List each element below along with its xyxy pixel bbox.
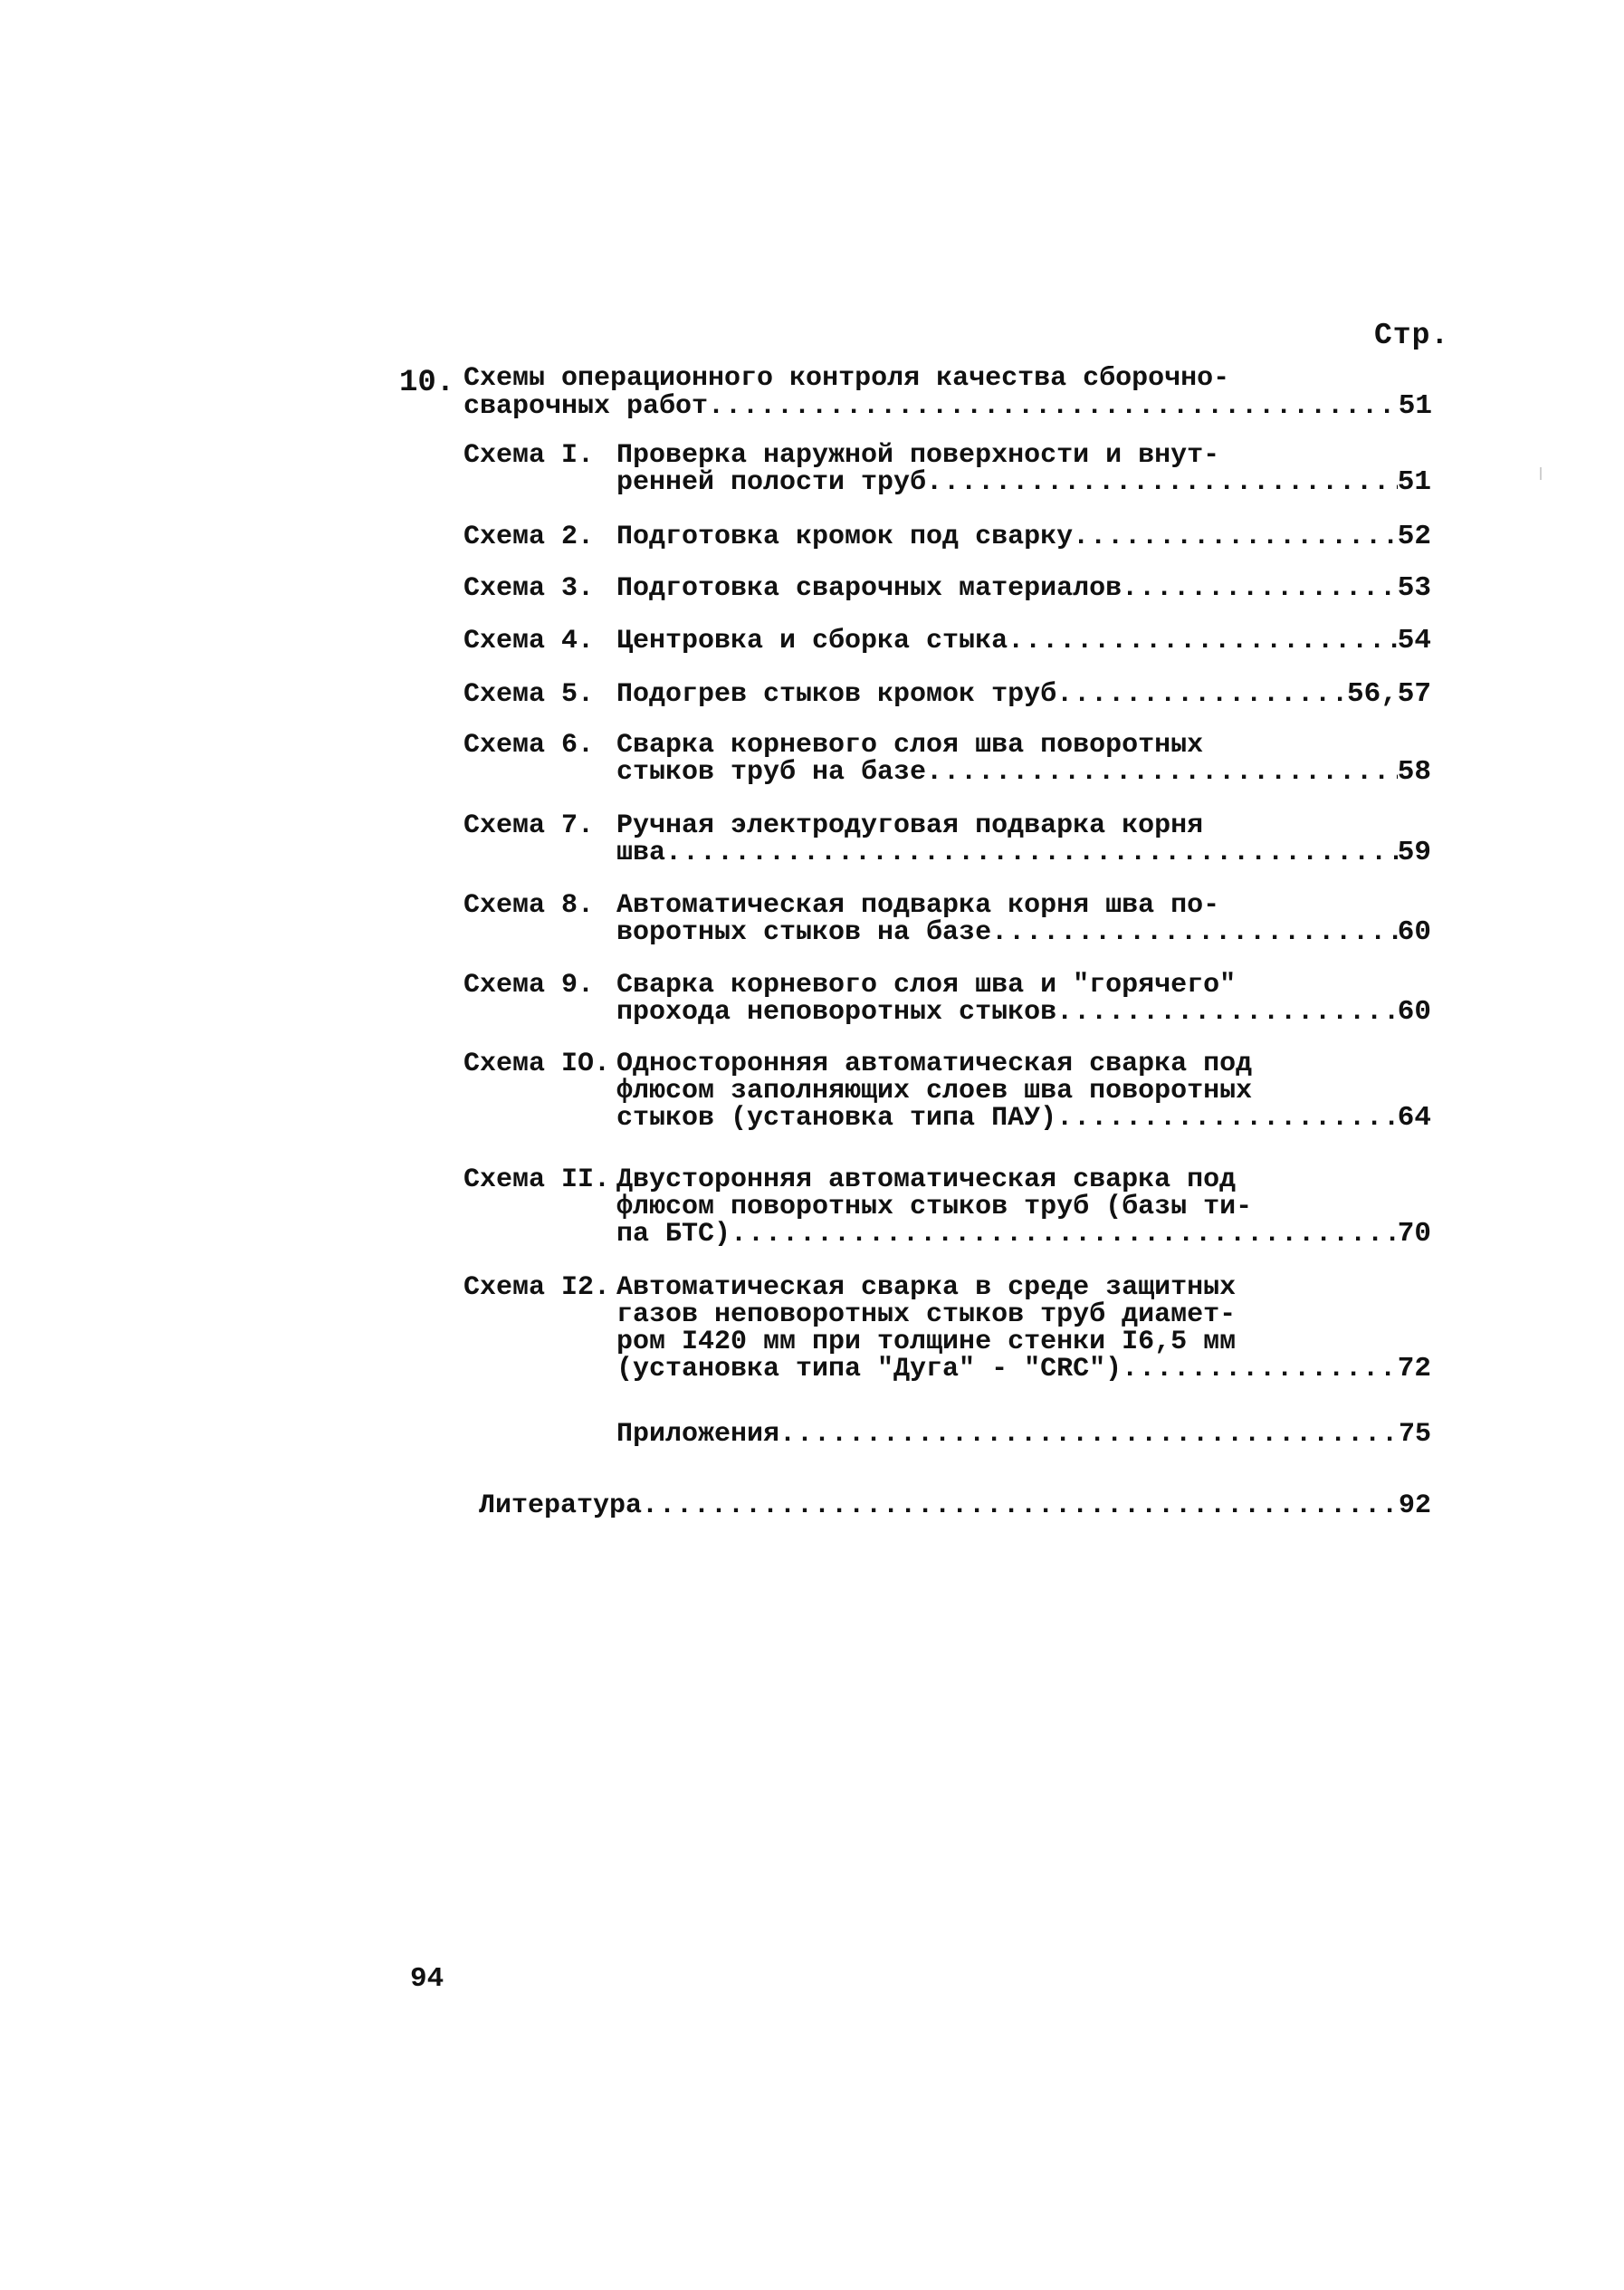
scheme-page: 60 xyxy=(1397,996,1431,1028)
dot-leader xyxy=(665,839,1398,867)
scheme-page: 51 xyxy=(1397,466,1431,498)
scheme-title-line: прохода неповоротных стыков xyxy=(616,997,1057,1028)
dot-leader xyxy=(1056,681,1347,708)
appendix-label: Приложения xyxy=(616,1419,780,1450)
scheme-title xyxy=(616,732,1431,786)
scheme-title-line: па БТС) xyxy=(616,1219,731,1250)
scheme-page: 59 xyxy=(1397,837,1431,868)
page-number: 94 xyxy=(410,1963,444,1995)
scheme-title xyxy=(616,892,1431,946)
scheme-title-line: Центровка и сборка стыка xyxy=(616,626,1008,656)
scheme-title xyxy=(616,972,1431,1026)
scheme-page: 52 xyxy=(1397,521,1431,552)
scheme-page: 64 xyxy=(1397,1102,1431,1134)
scheme-title-line: газов неповоротных стыков труб диамет- xyxy=(616,1301,1237,1328)
scheme-page: 58 xyxy=(1397,756,1431,788)
literature-page: 92 xyxy=(1398,1490,1431,1521)
dot-leader xyxy=(708,394,1399,420)
scheme-title-line: Двусторонняя автоматическая сварка под xyxy=(616,1166,1237,1193)
scheme-page: 54 xyxy=(1397,625,1431,656)
scan-mark xyxy=(1540,467,1542,480)
scheme-label: Схема IO. xyxy=(463,1049,611,1079)
dot-leader xyxy=(1008,628,1398,655)
dot-leader xyxy=(1056,999,1398,1026)
dot-leader xyxy=(779,1419,1399,1450)
scheme-title-line: Подготовка сварочных материалов xyxy=(616,573,1122,604)
scheme-label: Схема 8. xyxy=(463,890,595,921)
dot-leader xyxy=(926,469,1398,496)
scheme-title-line: Подготовка кромок под сварку xyxy=(616,522,1074,552)
dot-leader xyxy=(1122,1356,1398,1383)
dot-leader xyxy=(926,759,1398,786)
scheme-title xyxy=(616,523,1431,551)
scheme-page: 56,57 xyxy=(1346,678,1431,710)
scheme-title-line: стыков труб на базе xyxy=(616,757,927,788)
scheme-title-line: Сварка корневого слоя шва поворотных xyxy=(616,732,1204,759)
dot-leader xyxy=(991,919,1398,946)
dot-leader xyxy=(642,1490,1399,1521)
section-page: 51 xyxy=(1398,390,1432,422)
scheme-title-line: Подогрев стыков кромок труб xyxy=(616,679,1057,710)
dot-leader xyxy=(731,1221,1398,1248)
scheme-title-line: (установка типа "Дуга" - "CRC") xyxy=(616,1354,1122,1385)
scheme-label: Схема 5. xyxy=(463,679,595,710)
scheme-title-line: ренней полости труб xyxy=(616,467,927,498)
section-number: 10. xyxy=(399,366,455,400)
scheme-title xyxy=(616,1166,1431,1248)
scheme-label: Схема 9. xyxy=(463,970,595,1001)
scheme-title-line: Проверка наружной поверхности и внут- xyxy=(616,442,1220,469)
scheme-title-line: стыков (установка типа ПАУ) xyxy=(616,1103,1057,1134)
scheme-label: Схема I. xyxy=(463,440,595,471)
page-column-header: Стр. xyxy=(1374,319,1450,352)
appendix-page: 75 xyxy=(1398,1419,1431,1450)
scheme-label: Схема 7. xyxy=(463,810,595,841)
scheme-label: Схема I2. xyxy=(463,1272,611,1303)
scheme-title-line: флюсом поворотных стыков труб (базы ти- xyxy=(616,1193,1253,1221)
scheme-title xyxy=(616,1050,1431,1132)
scheme-title-line: флюсом заполняющих слоев шва поворотных xyxy=(616,1078,1253,1105)
scheme-page: 53 xyxy=(1397,572,1431,604)
scheme-label: Схема 4. xyxy=(463,626,595,656)
toc-literature xyxy=(479,1490,1431,1521)
scheme-title xyxy=(616,625,1431,656)
dot-leader xyxy=(1073,523,1398,551)
dot-leader xyxy=(1122,575,1398,602)
scheme-title-line: воротных стыков на базе xyxy=(616,917,992,948)
section-title xyxy=(463,366,1441,420)
section-title-line: сварочных работ xyxy=(463,391,709,422)
scheme-label: Схема II. xyxy=(463,1164,611,1195)
scheme-title xyxy=(616,442,1431,496)
scheme-page: 70 xyxy=(1397,1218,1431,1250)
scheme-title xyxy=(616,678,1431,710)
scheme-title-line: Автоматическая сварка в среде защитных xyxy=(616,1274,1237,1301)
scheme-title-line: шва xyxy=(616,838,666,868)
dot-leader xyxy=(1056,1105,1398,1132)
scheme-title xyxy=(616,572,1431,604)
scheme-label: Схема 6. xyxy=(463,730,595,761)
scheme-title-line: ром I420 мм при толщине стенки I6,5 мм xyxy=(616,1328,1237,1356)
scheme-title xyxy=(616,812,1431,867)
section-title-line: Схемы операционного контроля качества сборочно- xyxy=(463,366,1230,393)
scheme-page: 60 xyxy=(1397,916,1431,948)
scheme-label: Схема 2. xyxy=(463,522,595,552)
scheme-title-line: Автоматическая подварка корня шва по- xyxy=(616,892,1220,919)
literature-label: Литература xyxy=(479,1490,643,1521)
scheme-page: 72 xyxy=(1397,1353,1431,1385)
toc-appendix xyxy=(616,1419,1431,1450)
scheme-label: Схема 3. xyxy=(463,573,595,604)
scheme-title-line: Сварка корневого слоя шва и "горячего" xyxy=(616,972,1237,999)
scheme-title-line: Ручная электродуговая подварка корня xyxy=(616,812,1204,839)
scheme-title-line: Односторонняя автоматическая сварка под xyxy=(616,1050,1253,1078)
scheme-title xyxy=(616,1274,1431,1383)
